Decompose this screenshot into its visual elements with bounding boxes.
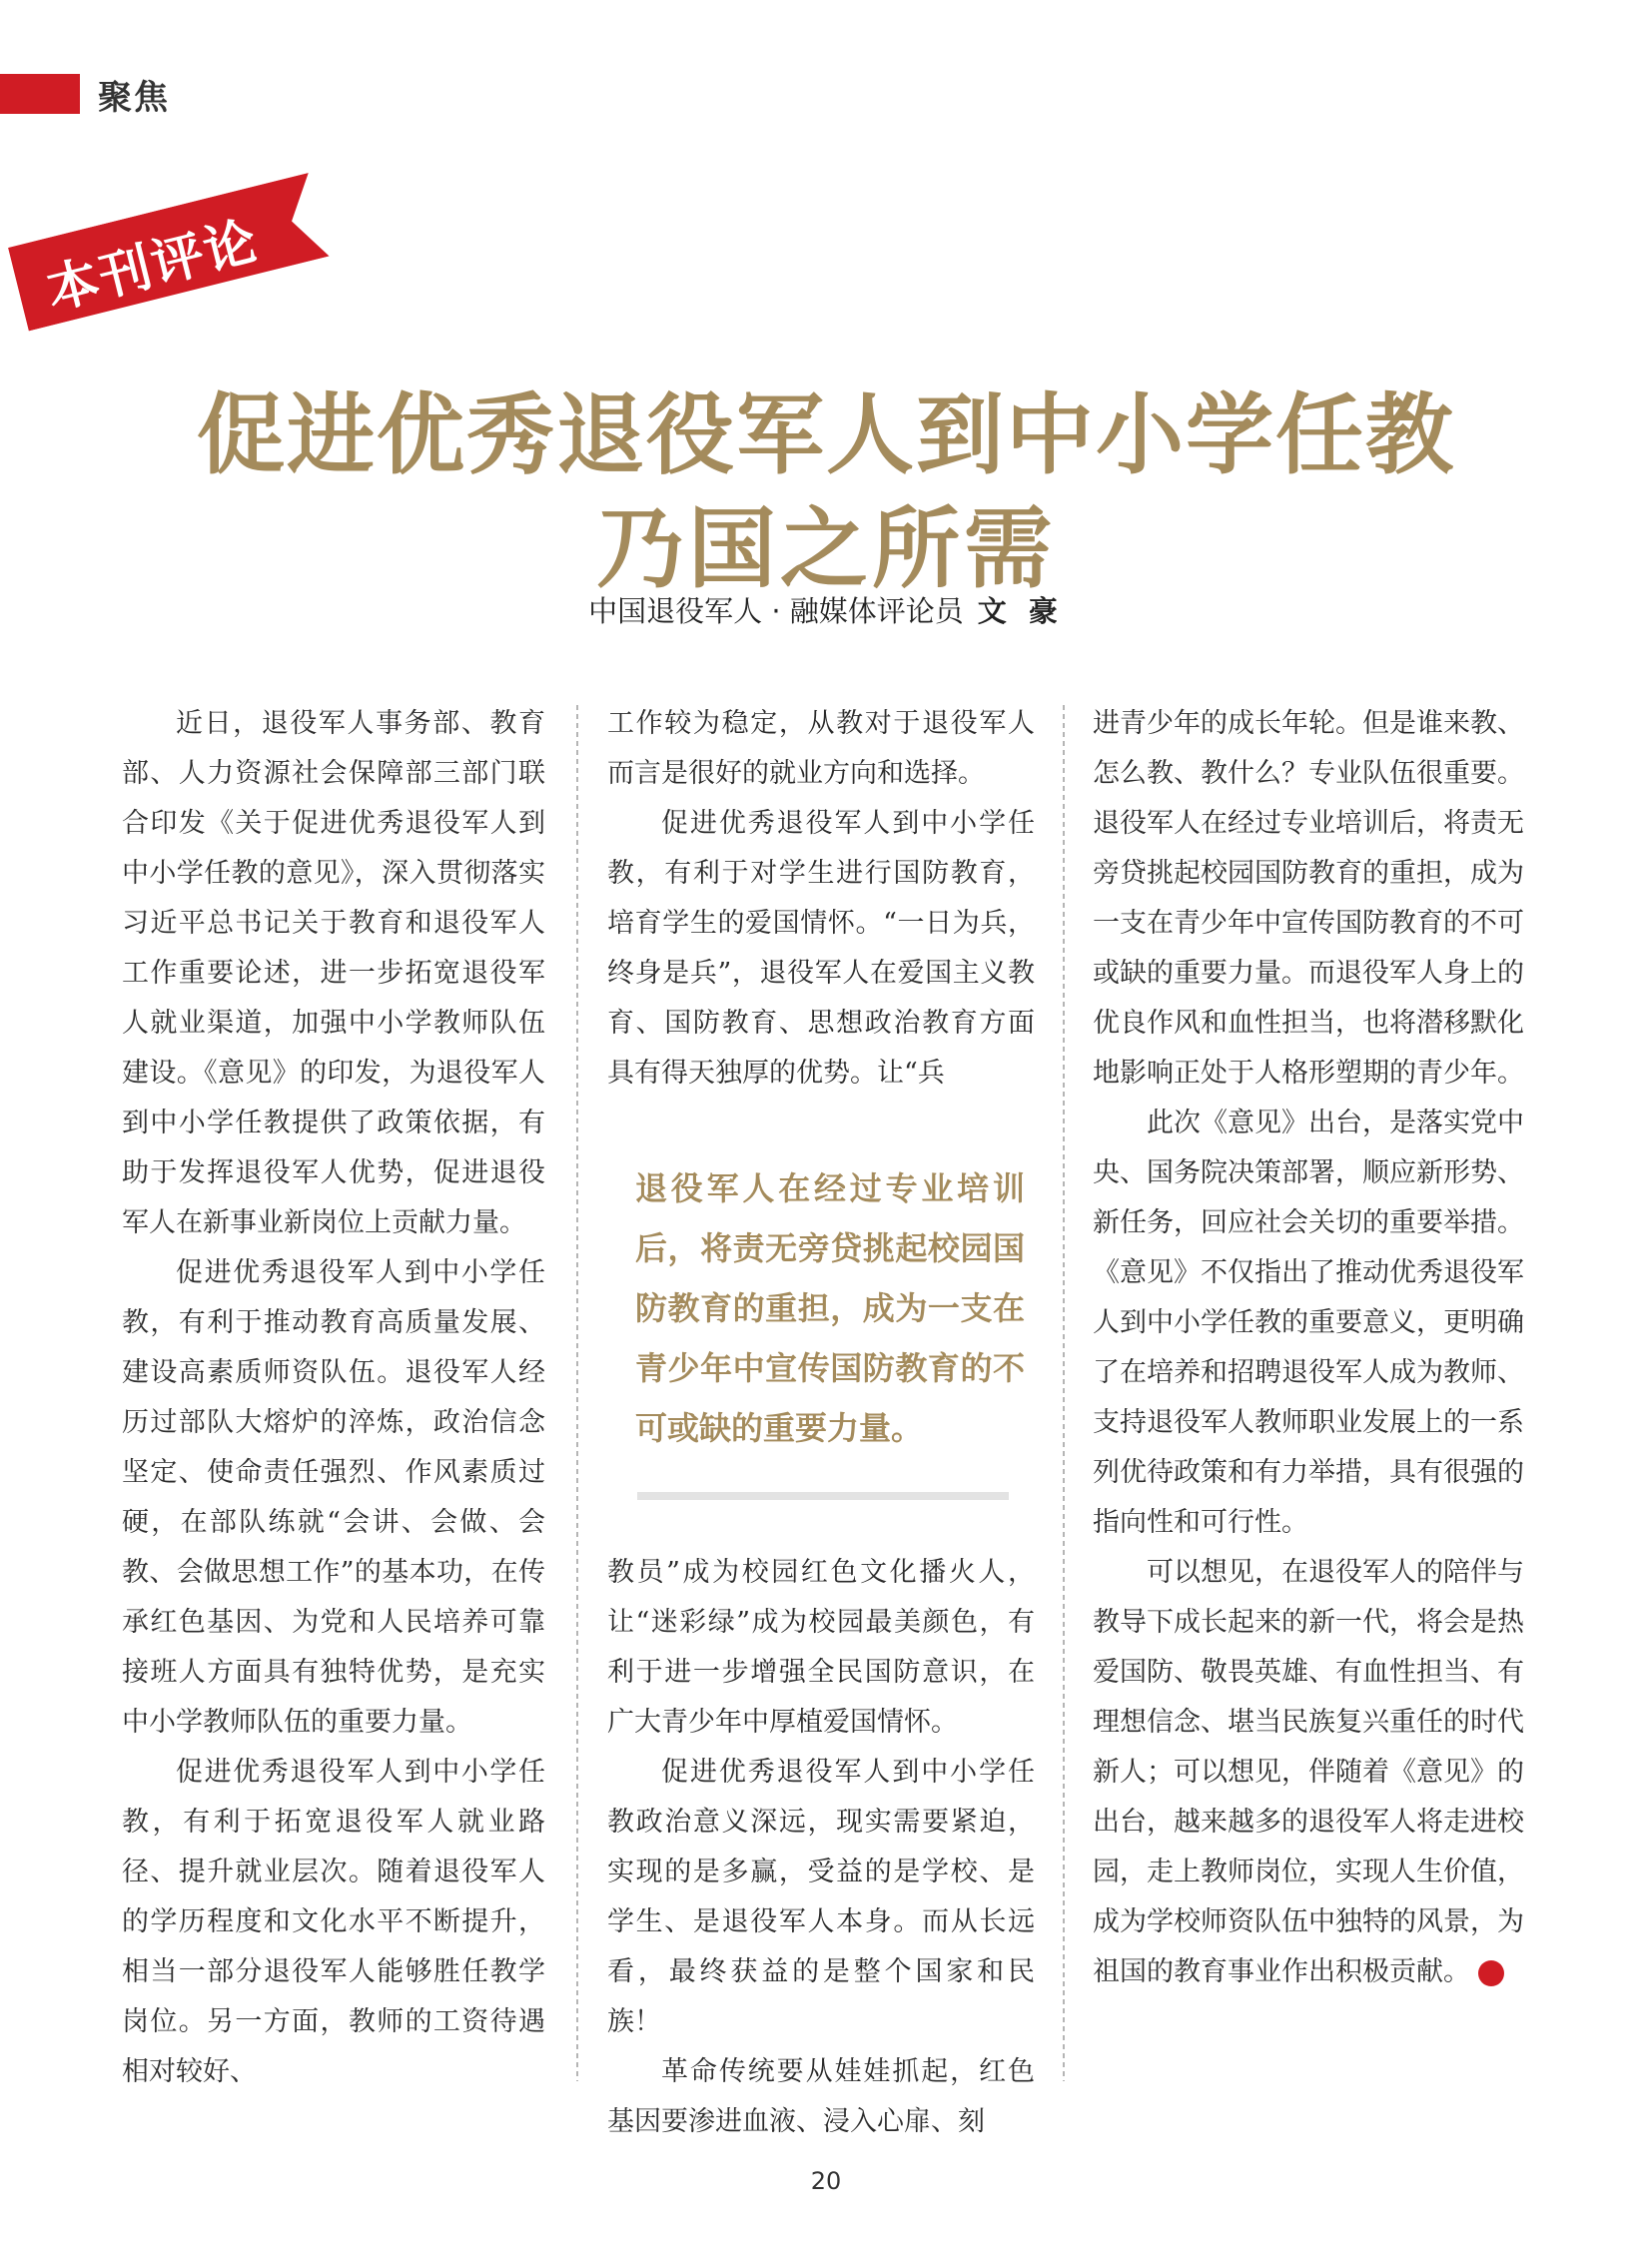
paragraph: 近日，退役军人事务部、教育部、人力资源社会保障部三部门联合印发《关于促进优秀退役军人到中小学任教的意见》，深入贯彻落实习近平总书记关于教育和退役军人工作重要论述，进一步拓宽退役军人就业渠道，加强中小学教师队伍建设。《意见》的印发，为退役军人到中小学任教提供了政策依据，有助于发挥退役军人优势，促进退役军人在新事业新岗位上贡献力量。 xyxy=(122,708,545,1238)
paragraph-text: 可以想见，在退役军人的陪伴与教导下成长起来的新一代，将会是热爱国防、敬畏英雄、有血性担当、有理想信念、堪当民族复兴重任的时代新人；可以想见，伴随着《意见》的出台，越来越多的退役军人将走进校园，走上教师岗位，实现人生价值，成为学校师资队伍中独特的风景，为祖国的教育事业作出积极贡献。 xyxy=(1093,1557,1524,1987)
headline-line-1: 促进优秀退役军人到中小学任教 xyxy=(196,383,1455,486)
column-divider xyxy=(576,705,578,2081)
article-column-3 xyxy=(1093,699,1544,1997)
byline-author: 文 豪 xyxy=(977,594,1064,628)
section-accent-bar xyxy=(0,74,80,114)
commentary-banner xyxy=(8,173,330,331)
page-number: 20 xyxy=(810,2167,842,2195)
paragraph xyxy=(1093,1548,1544,1997)
paragraph: 促进优秀退役军人到中小学任教，有利于推动教育高质量发展、建设高素质师资队伍。退役军人经历过部队大熔炉的淬炼，政治信念坚定、使命责任强烈、作风素质过硬，在部队练就“会讲、会做、会教、会做思想工作”的基本功，在传承红色基因、为党和人民培养可靠接班人方面具有独特优势，是充实中小学教师队伍的重要力量。 xyxy=(122,1257,545,1738)
paragraph: 此次《意见》出台，是落实党中央、国务院决策部署，顺应新形势、新任务，回应社会关切的重要举措。《意见》不仅指出了推动优秀退役军人到中小学任教的重要意义，更明确了在培养和招聘退役军人成为教师、支持退役军人教师职业发展上的一系列优待政策和有力举措，具有很强的指向性和可行性。 xyxy=(1093,1108,1524,1538)
paragraph: 工作较为稳定，从教对于退役军人而言是很好的就业方向和选择。 xyxy=(607,708,1035,789)
byline xyxy=(0,589,1652,630)
paragraph: 促进优秀退役军人到中小学任教，有利于拓宽退役军人就业路径、提升就业层次。随着退役军人的学历程度和文化水平不断提升，相当一部分退役军人能够胜任教学岗位。另一方面，教师的工资待遇相对较好、 xyxy=(122,1757,545,2087)
article-column-2-top xyxy=(607,699,1035,1099)
paragraph: 教员”成为校园红色文化播火人，让“迷彩绿”成为校园最美颜色，有利于进一步增强全民国防意识，在广大青少年中厚植爱国情怀。 xyxy=(607,1557,1035,1738)
article-column-1 xyxy=(122,699,545,2097)
byline-source: 中国退役军人 · 融媒体评论员 xyxy=(588,594,964,628)
section-label: 聚焦 xyxy=(98,78,170,118)
end-of-article-icon: ▼ xyxy=(1478,1960,1504,1986)
banner-text: 本刊评论 xyxy=(40,210,265,322)
headline-line-2: 乃国之所需 xyxy=(595,497,1056,600)
paragraph: 促进优秀退役军人到中小学任教，有利于对学生进行国防教育，培育学生的爱国情怀。“一日为兵，终身是兵”，退役军人在爱国主义教育、国防教育、思想政治教育方面具有得天独厚的优势。让“兵 xyxy=(607,808,1035,1089)
paragraph: 革命传统要从娃娃抓起，红色基因要渗进血液、浸入心扉、刻 xyxy=(607,2056,1035,2137)
pull-quote-rule xyxy=(637,1492,1009,1500)
pull-quote: 退役军人在经过专业培训后，将责无旁贷挑起校园国防教育的重担，成为一支在青少年中宣传国防教育的不可或缺的重要力量。 xyxy=(635,1169,1025,1447)
column-divider xyxy=(1063,705,1065,2081)
article-column-2-bottom xyxy=(607,1548,1035,2147)
paragraph: 促进优秀退役军人到中小学任教政治意义深远，现实需要紧迫，实现的是多赢，受益的是学校、是学生、是退役军人本身。而从长远看，最终获益的是整个国家和民族！ xyxy=(607,1757,1035,2037)
paragraph: 进青少年的成长年轮。但是谁来教、怎么教、教什么？专业队伍很重要。退役军人在经过专业培训后，将责无旁贷挑起校园国防教育的重担，成为一支在青少年中宣传国防教育的不可或缺的重要力量。而退役军人身上的优良作风和血性担当，也将潜移默化地影响正处于人格形塑期的青少年。 xyxy=(1093,708,1524,1089)
